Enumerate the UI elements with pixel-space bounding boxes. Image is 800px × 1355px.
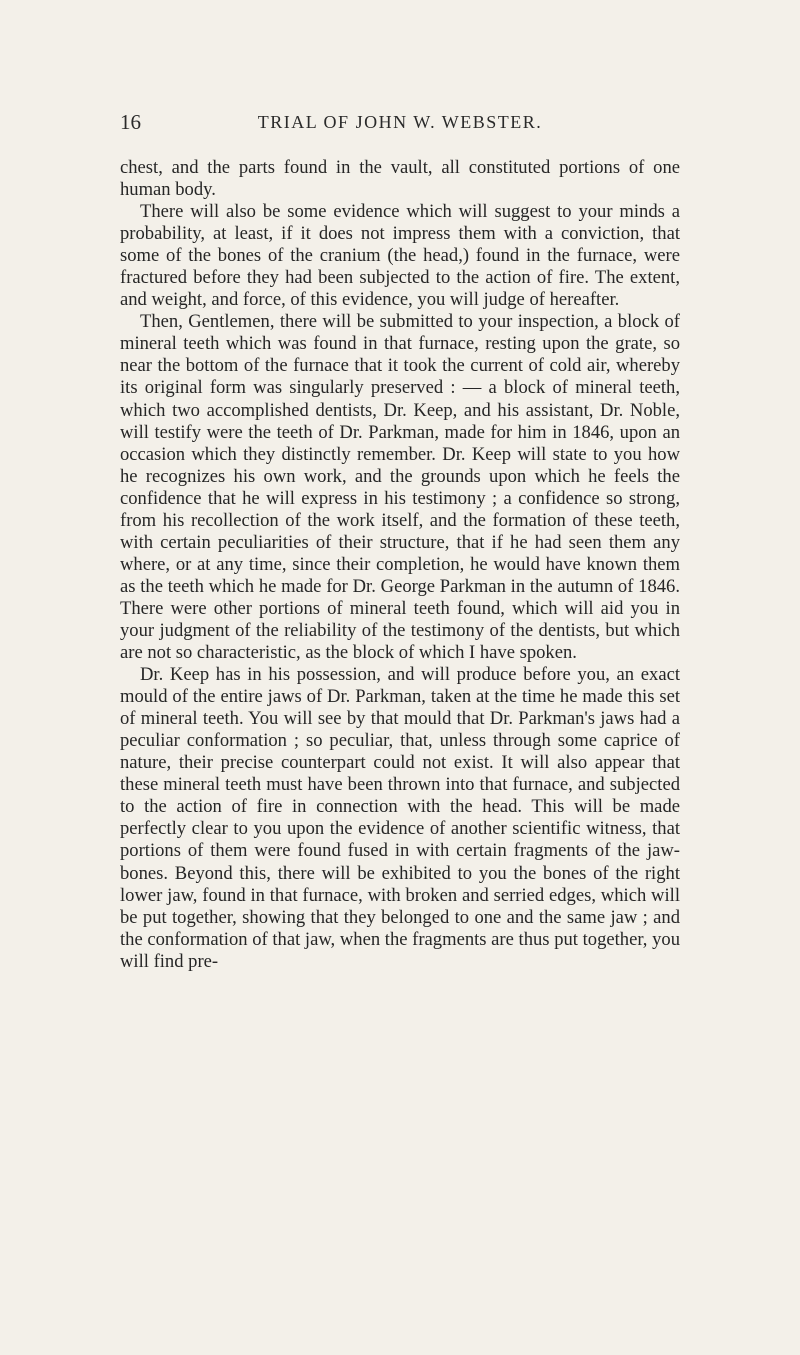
paragraph-cranium-evidence: There will also be some evidence which will suggest to your minds a probability, at least, if it does not impress them with a conviction, that some of the bones of the cranium (the head,) found in the furnace, were fractured before they had been subjected to the action of fire. The extent, and weight, and force, of this evidence, you will judge of hereafter. — [120, 201, 680, 311]
paragraph-mineral-teeth: Then, Gentlemen, there will be submitted to your inspection, a block of mineral teeth which was found in that furnace, resting upon the grate, so near the bottom of the furnace that it took the current of cold air, whereby its original form was singularly preserved : — a block of mineral teeth, which two accomplished dentists, Dr. Keep, and his assistant, Dr. Noble, will testify were the teeth of Dr. Parkman, made for him in 1846, upon an occasion which they distinctly remember. Dr. Keep will state to you how he recognizes his own work, and the grounds upon which he feels the confidence that he will express in his testimony ; a confidence so strong, from his recollection of the work itself, and the formation of these teeth, with certain peculiarities of their structure, that if he had seen them any where, or at any time, since their completion, he would have known them as the teeth which he made for Dr. George Parkman in the autumn of 1846. There were other portions of mineral teeth found, which will aid you in your judgment of the reliability of the testimony of the dentists, but which are not so characteristic, as the block of which I have spoken. — [120, 311, 680, 664]
running-title: TRIAL OF JOHN W. WEBSTER. — [257, 112, 543, 132]
body-text — [120, 157, 680, 973]
paragraph-continued: chest, and the parts found in the vault, all constituted portions of one human body. — [120, 157, 680, 201]
paragraph-jaw-mould: Dr. Keep has in his possession, and will produce before you, an exact mould of the entire jaws of Dr. Parkman, taken at the time he made this set of mineral teeth. You will see by that mould that Dr. Parkman's jaws had a peculiar conformation ; so peculiar, that, unless through some caprice of nature, their precise counterpart could not exist. It will also appear that these mineral teeth must have been thrown into that furnace, and subjected to the action of fire in connection with the head. This will be made perfectly clear to you upon the evidence of another scientific witness, that portions of them were found fused in with certain fragments of the jaw-bones. Beyond this, there will be exhibited to you the bones of the right lower jaw, found in that furnace, with broken and serried edges, which will be put together, showing that they belonged to one and the same jaw ; and the conformation of that jaw, when the fragments are thus put together, you will find pre- — [120, 664, 680, 972]
running-head — [120, 106, 680, 136]
page-number: 16 — [120, 110, 141, 134]
